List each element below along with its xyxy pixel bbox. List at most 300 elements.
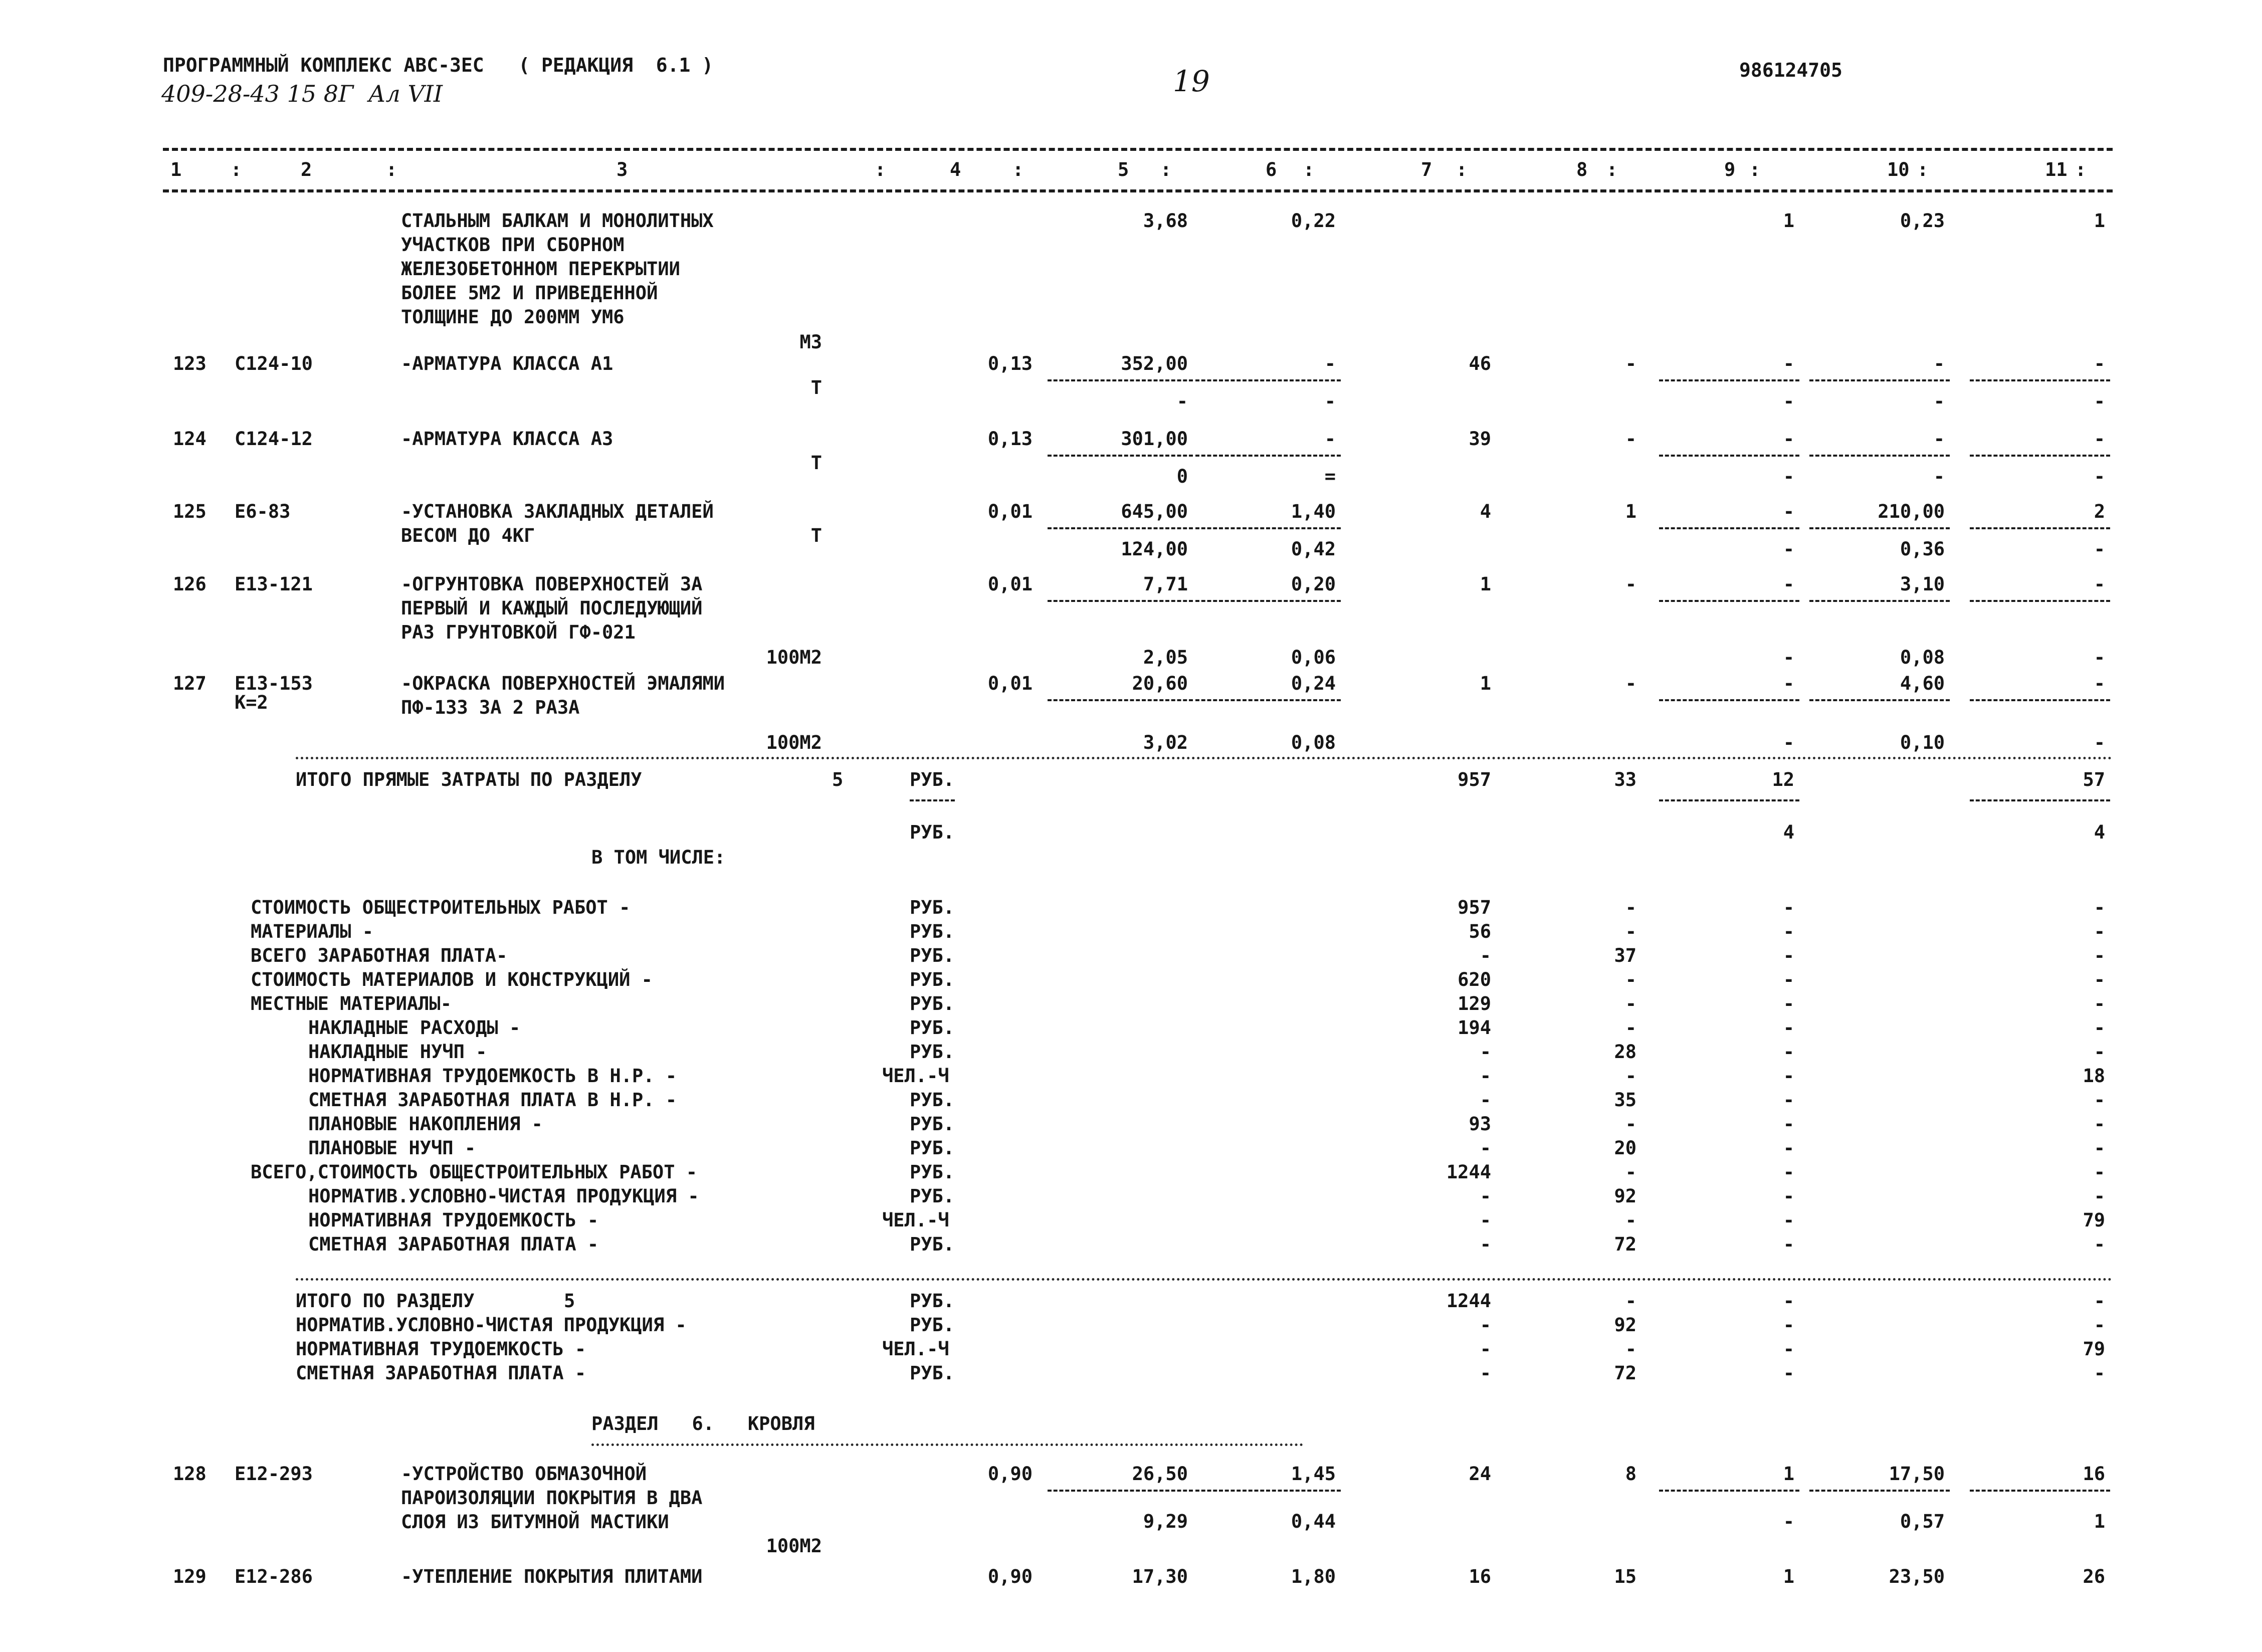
itogo-section-c11: - xyxy=(2094,1314,2105,1336)
cell-c10: 17,50 xyxy=(1889,1463,1945,1485)
cell-c9: - xyxy=(1783,501,1794,522)
breakdown-c11: - xyxy=(2094,1089,2105,1111)
itogo-section-c7: - xyxy=(1480,1314,1491,1336)
cell-c5: 17,30 xyxy=(1132,1566,1188,1587)
row-unit: М3 xyxy=(799,331,822,353)
breakdown-c9: - xyxy=(1783,1233,1794,1255)
breakdown-unit: РУБ. xyxy=(910,1089,955,1111)
cell-c7: 39 xyxy=(1469,428,1491,450)
sub-separator xyxy=(1809,455,1950,457)
itogo-section-label: ИТОГО ПО РАЗДЕЛУ xyxy=(296,1290,475,1312)
breakdown-c7: - xyxy=(1480,1137,1491,1159)
unit-dash xyxy=(910,799,955,801)
breakdown-c8: - xyxy=(1625,969,1636,990)
cell-c4: 0,90 xyxy=(987,1463,1033,1485)
cell-sub-s11: - xyxy=(2094,390,2105,412)
cell-c6: - xyxy=(1324,353,1336,374)
cell-c6: 0,20 xyxy=(1291,573,1336,595)
breakdown-unit: ЧЕЛ.-Ч xyxy=(882,1209,949,1231)
itogo-section-c11: - xyxy=(2094,1290,2105,1312)
column-header-5: 5 xyxy=(1118,159,1129,180)
row-description: УЧАСТКОВ ПРИ СБОРНОМ xyxy=(401,234,625,256)
cell-c6: 0,24 xyxy=(1291,673,1336,694)
breakdown-c7: - xyxy=(1480,1041,1491,1063)
row-description: СЛОЯ ИЗ БИТУМНОЙ МАСТИКИ xyxy=(401,1511,669,1533)
itogo-section-unit: РУБ. xyxy=(910,1362,955,1384)
sub-separator xyxy=(1195,527,1341,529)
cell-sub-s10: 0,10 xyxy=(1900,732,1945,753)
cell-c5: 26,50 xyxy=(1132,1463,1188,1485)
cell-c4: 0,01 xyxy=(987,501,1033,522)
sub-separator xyxy=(1970,600,2110,602)
cell-sub-s6: - xyxy=(1324,390,1336,412)
sub-separator xyxy=(1970,699,2110,701)
row-number: 125 xyxy=(173,501,207,522)
column-separator: : xyxy=(1917,159,1929,180)
itogo-section-number: 5 xyxy=(564,1290,575,1312)
breakdown-label: МАТЕРИАЛЫ - xyxy=(251,921,374,942)
breakdown-c8: 72 xyxy=(1614,1233,1636,1255)
breakdown-label: СМЕТНАЯ ЗАРАБОТНАЯ ПЛАТА В Н.Р. - xyxy=(308,1089,677,1111)
cell-c7: 24 xyxy=(1469,1463,1491,1485)
itogo-section-label: НОРМАТИВНАЯ ТРУДОЕМКОСТЬ - xyxy=(296,1338,586,1360)
document-number: 986124705 xyxy=(1739,59,1842,81)
itogo-section-c8: 92 xyxy=(1614,1314,1636,1336)
breakdown-c7: 129 xyxy=(1458,993,1491,1014)
breakdown-unit: РУБ. xyxy=(910,1185,955,1207)
breakdown-c7: - xyxy=(1480,1209,1491,1231)
sub-separator xyxy=(1048,699,1193,701)
cell-c8: 15 xyxy=(1614,1566,1636,1587)
cell-c7: 16 xyxy=(1469,1566,1491,1587)
cell-c5: 7,71 xyxy=(1143,573,1188,595)
column-header-7: 7 xyxy=(1421,159,1432,180)
breakdown-label: НАКЛАДНЫЕ НУЧП - xyxy=(308,1041,487,1063)
row-unit: Т xyxy=(810,452,822,474)
breakdown-unit: РУБ. xyxy=(910,921,955,942)
breakdown-c9: - xyxy=(1783,969,1794,990)
itogo-section-label: НОРМАТИВ.УСЛОВНО-ЧИСТАЯ ПРОДУКЦИЯ - xyxy=(296,1314,687,1336)
breakdown-c7: - xyxy=(1480,1089,1491,1111)
breakdown-c11: - xyxy=(2094,897,2105,918)
cell-c6: 1,80 xyxy=(1291,1566,1336,1587)
breakdown-c8: - xyxy=(1625,897,1636,918)
cell-sub-s5: - xyxy=(1176,390,1188,412)
breakdown-c8: 37 xyxy=(1614,945,1636,966)
cell-sub-s11: - xyxy=(2094,732,2105,753)
cell-sub-s9: - xyxy=(1783,732,1794,753)
sub-separator xyxy=(1659,379,1799,381)
row-unit: 100М2 xyxy=(766,1535,822,1557)
cell-sub-s5: 3,02 xyxy=(1143,732,1188,753)
row-description: ПЕРВЫЙ И КАЖДЫЙ ПОСЛЕДУЮЩИЙ xyxy=(401,597,703,619)
itogo-section-c8: 72 xyxy=(1614,1362,1636,1384)
sub-separator xyxy=(1970,799,2110,801)
cell-c5: 352,00 xyxy=(1121,353,1188,374)
cell-sub-s9: - xyxy=(1783,466,1794,487)
breakdown-c9: - xyxy=(1783,1161,1794,1183)
breakdown-c9: - xyxy=(1783,1041,1794,1063)
row-description: -УСТРОЙСТВО ОБМАЗОЧНОЙ xyxy=(401,1463,647,1485)
cell-c4: 0,01 xyxy=(987,573,1033,595)
cell-sub-s11: - xyxy=(2094,647,2105,668)
column-header-6: 6 xyxy=(1266,159,1277,180)
cell-sub-s10: - xyxy=(1933,466,1945,487)
cell-c5: 3,68 xyxy=(1143,210,1188,232)
row-number: 124 xyxy=(173,428,207,450)
cell-c11: 2 xyxy=(2094,501,2105,522)
sub-separator xyxy=(1195,379,1341,381)
column-separator: : xyxy=(1160,159,1172,180)
cell-c5: 20,60 xyxy=(1132,673,1188,694)
row-code: Е12-286 xyxy=(235,1566,313,1587)
cell-c10: 3,10 xyxy=(1900,573,1945,595)
cell-c7: 1 xyxy=(1480,673,1491,694)
cell-c10: - xyxy=(1933,353,1945,374)
breakdown-c7: 56 xyxy=(1469,921,1491,942)
sub-separator xyxy=(1809,1490,1950,1492)
breakdown-c9: - xyxy=(1783,1185,1794,1207)
breakdown-c11: - xyxy=(2094,1041,2105,1063)
row-unit: Т xyxy=(810,525,822,546)
cell-sub-s11: - xyxy=(2094,466,2105,487)
breakdown-c8: 28 xyxy=(1614,1041,1636,1063)
row-description: СТАЛЬНЫМ БАЛКАМ И МОНОЛИТНЫХ xyxy=(401,210,714,232)
cell-c11: - xyxy=(2094,353,2105,374)
breakdown-c9: - xyxy=(1783,1209,1794,1231)
breakdown-c11: 18 xyxy=(2083,1065,2105,1087)
column-header-4: 4 xyxy=(950,159,961,180)
cell-c8: - xyxy=(1625,428,1636,450)
sub-separator xyxy=(1970,379,2110,381)
sub-separator xyxy=(1659,799,1799,801)
breakdown-c8: - xyxy=(1625,1113,1636,1135)
cell-sub-s11: - xyxy=(2094,538,2105,560)
project-code-handwritten: 409-28-43 15 8Г Ал VII xyxy=(161,80,443,107)
itogo-section-c9: - xyxy=(1783,1338,1794,1360)
itogo-section-c7: - xyxy=(1480,1338,1491,1360)
row-unit: 100М2 xyxy=(766,732,822,753)
cell-c11: - xyxy=(2094,673,2105,694)
itogo-section-c11: 79 xyxy=(2083,1338,2105,1360)
sub-separator xyxy=(1809,379,1950,381)
breakdown-label: НОРМАТИВНАЯ ТРУДОЕМКОСТЬ - xyxy=(308,1209,599,1231)
cell-c10: 4,60 xyxy=(1900,673,1945,694)
row-description: ТОЛЩИНЕ ДО 200ММ УМ6 xyxy=(401,306,625,328)
breakdown-label: МЕСТНЫЕ МАТЕРИАЛЫ- xyxy=(251,993,452,1014)
itogo-section-unit: РУБ. xyxy=(910,1314,955,1336)
breakdown-c11: - xyxy=(2094,1113,2105,1135)
row-number: 123 xyxy=(173,353,207,374)
cell-c6: 1,40 xyxy=(1291,501,1336,522)
sub-separator xyxy=(1970,1490,2110,1492)
row-number: 128 xyxy=(173,1463,207,1485)
breakdown-c7: 620 xyxy=(1458,969,1491,990)
itogo-section-c11: - xyxy=(2094,1362,2105,1384)
breakdown-c7: 93 xyxy=(1469,1113,1491,1135)
cell-c9: - xyxy=(1783,428,1794,450)
itogo-section-c8: - xyxy=(1625,1338,1636,1360)
cell-sub-s9: - xyxy=(1783,1511,1794,1532)
breakdown-c8: 35 xyxy=(1614,1089,1636,1111)
cell-c4: 0,01 xyxy=(987,673,1033,694)
breakdown-c11: - xyxy=(2094,1185,2105,1207)
breakdown-c9: - xyxy=(1783,1065,1794,1087)
sub-separator xyxy=(1659,527,1799,529)
breakdown-c7: - xyxy=(1480,1233,1491,1255)
section-6-rule xyxy=(591,1443,1303,1446)
itogo-section-c7: - xyxy=(1480,1362,1491,1384)
sub-separator xyxy=(1809,699,1950,701)
cell-sub-s6: 0,44 xyxy=(1291,1511,1336,1532)
cell-sub-s5: 9,29 xyxy=(1143,1511,1188,1532)
sub-separator xyxy=(1048,600,1193,602)
breakdown-c8: 20 xyxy=(1614,1137,1636,1159)
breakdown-c8: - xyxy=(1625,1161,1636,1183)
row-code: Е6-83 xyxy=(235,501,291,522)
breakdown-unit: РУБ. xyxy=(910,1017,955,1039)
column-header-8: 8 xyxy=(1576,159,1588,180)
cell-sub-s6: 0,06 xyxy=(1291,647,1336,668)
breakdown-c11: - xyxy=(2094,1137,2105,1159)
cell-sub-s6: 0,08 xyxy=(1291,732,1336,753)
breakdown-c7: 1244 xyxy=(1446,1161,1491,1183)
row-description: -УСТАНОВКА ЗАКЛАДНЫХ ДЕТАЛЕЙ xyxy=(401,501,714,522)
breakdown-label: СТОИМОСТЬ ОБЩЕСТРОИТЕЛЬНЫХ РАБОТ - xyxy=(251,897,631,918)
cell-sub-s5: 0 xyxy=(1176,466,1188,487)
breakdown-c11: - xyxy=(2094,993,2105,1014)
itogo-direct-unit2: РУБ. xyxy=(910,821,955,843)
row-code: Е13-121 xyxy=(235,573,313,595)
cell-c8: - xyxy=(1625,353,1636,374)
row-code: Е13-153 xyxy=(235,673,313,694)
breakdown-c7: - xyxy=(1480,1065,1491,1087)
cell-c9: - xyxy=(1783,353,1794,374)
breakdown-c9: - xyxy=(1783,945,1794,966)
breakdown-c8: 92 xyxy=(1614,1185,1636,1207)
itogo-direct-unit: РУБ. xyxy=(910,769,955,790)
cell-c4: 0,90 xyxy=(987,1566,1033,1587)
sub-separator xyxy=(1659,600,1799,602)
column-header-1: 1 xyxy=(170,159,182,180)
breakdown-unit: РУБ. xyxy=(910,1113,955,1135)
sub-separator xyxy=(1048,1490,1193,1492)
column-separator: : xyxy=(1456,159,1468,180)
column-header-3: 3 xyxy=(616,159,628,180)
breakdown-c7: 957 xyxy=(1458,897,1491,918)
breakdown-c11: - xyxy=(2094,921,2105,942)
breakdown-label: НОРМАТИВ.УСЛОВНО-ЧИСТАЯ ПРОДУКЦИЯ - xyxy=(308,1185,699,1207)
column-header-11: 11 xyxy=(2045,159,2068,180)
breakdown-c7: - xyxy=(1480,1185,1491,1207)
breakdown-c11: - xyxy=(2094,1233,2105,1255)
cell-c7: 4 xyxy=(1480,501,1491,522)
breakdown-unit: РУБ. xyxy=(910,1137,955,1159)
itogo-section-unit: РУБ. xyxy=(910,1290,955,1312)
row-description: -ОКРАСКА ПОВЕРХНОСТЕЙ ЭМАЛЯМИ xyxy=(401,673,725,694)
breakdown-c8: - xyxy=(1625,993,1636,1014)
column-separator: : xyxy=(231,159,242,180)
cell-c9: 1 xyxy=(1783,210,1794,232)
column-header-2: 2 xyxy=(301,159,312,180)
itogo-direct-c11: 57 xyxy=(2083,769,2105,790)
cell-c11: 26 xyxy=(2083,1566,2105,1587)
cell-c4: 0,13 xyxy=(987,428,1033,450)
cell-c6: - xyxy=(1324,428,1336,450)
sub-separator xyxy=(1195,600,1341,602)
row-number: 127 xyxy=(173,673,207,694)
row-unit: Т xyxy=(810,377,822,398)
breakdown-label: ВСЕГО,СТОИМОСТЬ ОБЩЕСТРОИТЕЛЬНЫХ РАБОТ - xyxy=(251,1161,698,1183)
cell-sub-s10: 0,36 xyxy=(1900,538,1945,560)
row-description: РАЗ ГРУНТОВКОЙ ГФ-021 xyxy=(401,622,636,643)
cell-c8: 8 xyxy=(1625,1463,1636,1485)
sub-separator xyxy=(1970,455,2110,457)
column-separator: : xyxy=(386,159,397,180)
cell-c11: 16 xyxy=(2083,1463,2105,1485)
itogo-section-unit: ЧЕЛ.-Ч xyxy=(882,1338,949,1360)
itogo-section-c9: - xyxy=(1783,1314,1794,1336)
breakdown-unit: РУБ. xyxy=(910,969,955,990)
breakdown-c8: - xyxy=(1625,1017,1636,1039)
section-end-rule xyxy=(296,1278,2113,1281)
breakdown-c9: - xyxy=(1783,1137,1794,1159)
breakdown-c11: - xyxy=(2094,1017,2105,1039)
cell-c11: - xyxy=(2094,428,2105,450)
table-top-rule xyxy=(163,148,2113,151)
v-tom-chisle-heading: В ТОМ ЧИСЛЕ: xyxy=(591,847,726,868)
itogo-direct-c8: 33 xyxy=(1614,769,1636,790)
cell-sub-s11: 1 xyxy=(2094,1511,2105,1532)
row-number: 126 xyxy=(173,573,207,595)
row-code-coefficient: К=2 xyxy=(235,692,268,713)
row-description: ПФ-133 ЗА 2 РАЗА xyxy=(401,697,580,718)
sub-separator xyxy=(1195,699,1341,701)
breakdown-c9: - xyxy=(1783,921,1794,942)
breakdown-label: ПЛАНОВЫЕ НУЧП - xyxy=(308,1137,476,1159)
cell-c5: 645,00 xyxy=(1121,501,1188,522)
cell-c9: 1 xyxy=(1783,1566,1794,1587)
breakdown-unit: РУБ. xyxy=(910,993,955,1014)
cell-sub-s10: 0,08 xyxy=(1900,647,1945,668)
cell-c8: 1 xyxy=(1625,501,1636,522)
sub-separator xyxy=(1659,1490,1799,1492)
breakdown-unit: РУБ. xyxy=(910,1233,955,1255)
section-6-title: РАЗДЕЛ 6. КРОВЛЯ xyxy=(591,1413,815,1434)
cell-c4: 0,13 xyxy=(987,353,1033,374)
itogo-direct-section: 5 xyxy=(832,769,844,790)
row-description: -ОГРУНТОВКА ПОВЕРХНОСТЕЙ ЗА xyxy=(401,573,703,595)
cell-c7: 1 xyxy=(1480,573,1491,595)
breakdown-c7: - xyxy=(1480,945,1491,966)
breakdown-c9: - xyxy=(1783,993,1794,1014)
breakdown-unit: РУБ. xyxy=(910,1041,955,1063)
sub-separator xyxy=(1970,527,2110,529)
itogo-section-c7: 1244 xyxy=(1446,1290,1491,1312)
row-unit: 100М2 xyxy=(766,647,822,668)
cell-c6: 0,22 xyxy=(1291,210,1336,232)
sub-separator xyxy=(1048,527,1193,529)
itogo-direct-s11: 4 xyxy=(2094,821,2105,843)
column-separator: : xyxy=(1606,159,1618,180)
cell-sub-s6: 0,42 xyxy=(1291,538,1336,560)
row-description: -УТЕПЛЕНИЕ ПОКРЫТИЯ ПЛИТАМИ xyxy=(401,1566,703,1587)
cell-c8: - xyxy=(1625,673,1636,694)
breakdown-label: ПЛАНОВЫЕ НАКОПЛЕНИЯ - xyxy=(308,1113,543,1135)
cell-sub-s9: - xyxy=(1783,390,1794,412)
itogo-section-c9: - xyxy=(1783,1290,1794,1312)
program-title: ПРОГРАММНЫЙ КОМПЛЕКС АВС-3ЕС ( РЕДАКЦИЯ 6.1 ) xyxy=(163,54,714,76)
itogo-section-label: СМЕТНАЯ ЗАРАБОТНАЯ ПЛАТА - xyxy=(296,1362,586,1384)
column-separator: : xyxy=(1749,159,1761,180)
row-description: БОЛЕЕ 5М2 И ПРИВЕДЕННОЙ xyxy=(401,282,658,304)
sub-separator xyxy=(1809,600,1950,602)
breakdown-label: СМЕТНАЯ ЗАРАБОТНАЯ ПЛАТА - xyxy=(308,1233,599,1255)
sub-separator xyxy=(1659,455,1799,457)
table-header-rule xyxy=(163,189,2113,192)
row-code: С124-10 xyxy=(235,353,313,374)
breakdown-c8: - xyxy=(1625,1065,1636,1087)
breakdown-c8: - xyxy=(1625,921,1636,942)
sub-separator xyxy=(1659,699,1799,701)
row-number: 129 xyxy=(173,1566,207,1587)
sub-separator xyxy=(1048,455,1193,457)
sub-separator xyxy=(1195,1490,1341,1492)
cell-c11: - xyxy=(2094,573,2105,595)
breakdown-c11: - xyxy=(2094,969,2105,990)
row-description: ПАРОИЗОЛЯЦИИ ПОКРЫТИЯ В ДВА xyxy=(401,1487,703,1509)
cell-c8: - xyxy=(1625,573,1636,595)
cell-sub-s5: 2,05 xyxy=(1143,647,1188,668)
breakdown-c9: - xyxy=(1783,1113,1794,1135)
breakdown-label: ВСЕГО ЗАРАБОТНАЯ ПЛАТА- xyxy=(251,945,508,966)
cell-sub-s6: = xyxy=(1324,466,1336,487)
breakdown-label: НАКЛАДНЫЕ РАСХОДЫ - xyxy=(308,1017,521,1039)
section-total-rule xyxy=(296,757,2113,759)
cell-sub-s5: 124,00 xyxy=(1121,538,1188,560)
column-separator: : xyxy=(1303,159,1315,180)
itogo-direct-label: ИТОГО ПРЯМЫЕ ЗАТРАТЫ ПО РАЗДЕЛУ xyxy=(296,769,642,790)
cell-c10: 0,23 xyxy=(1900,210,1945,232)
cell-c9: - xyxy=(1783,573,1794,595)
breakdown-unit: РУБ. xyxy=(910,897,955,918)
column-separator: : xyxy=(875,159,886,180)
cell-c11: 1 xyxy=(2094,210,2105,232)
itogo-direct-c9: 12 xyxy=(1772,769,1794,790)
cell-sub-s10: 0,57 xyxy=(1900,1511,1945,1532)
breakdown-unit: РУБ. xyxy=(910,945,955,966)
breakdown-c9: - xyxy=(1783,897,1794,918)
sub-separator xyxy=(1809,527,1950,529)
breakdown-c9: - xyxy=(1783,1017,1794,1039)
cell-sub-s9: - xyxy=(1783,538,1794,560)
column-separator: : xyxy=(1012,159,1024,180)
cell-c9: - xyxy=(1783,673,1794,694)
row-description: ВЕСОМ ДО 4КГ xyxy=(401,525,535,546)
cell-sub-s10: - xyxy=(1933,390,1945,412)
cell-c10: 23,50 xyxy=(1889,1566,1945,1587)
row-description: -АРМАТУРА КЛАССА А1 xyxy=(401,353,613,374)
column-header-10: 10 xyxy=(1887,159,1910,180)
row-code: Е12-293 xyxy=(235,1463,313,1485)
row-description: ЖЕЛЕЗОБЕТОННОМ ПЕРЕКРЫТИИ xyxy=(401,258,680,280)
breakdown-unit: РУБ. xyxy=(910,1161,955,1183)
cell-c5: 301,00 xyxy=(1121,428,1188,450)
column-header-9: 9 xyxy=(1724,159,1736,180)
itogo-direct-c7: 957 xyxy=(1458,769,1491,790)
breakdown-unit: ЧЕЛ.-Ч xyxy=(882,1065,949,1087)
itogo-direct-s9: 4 xyxy=(1783,821,1794,843)
